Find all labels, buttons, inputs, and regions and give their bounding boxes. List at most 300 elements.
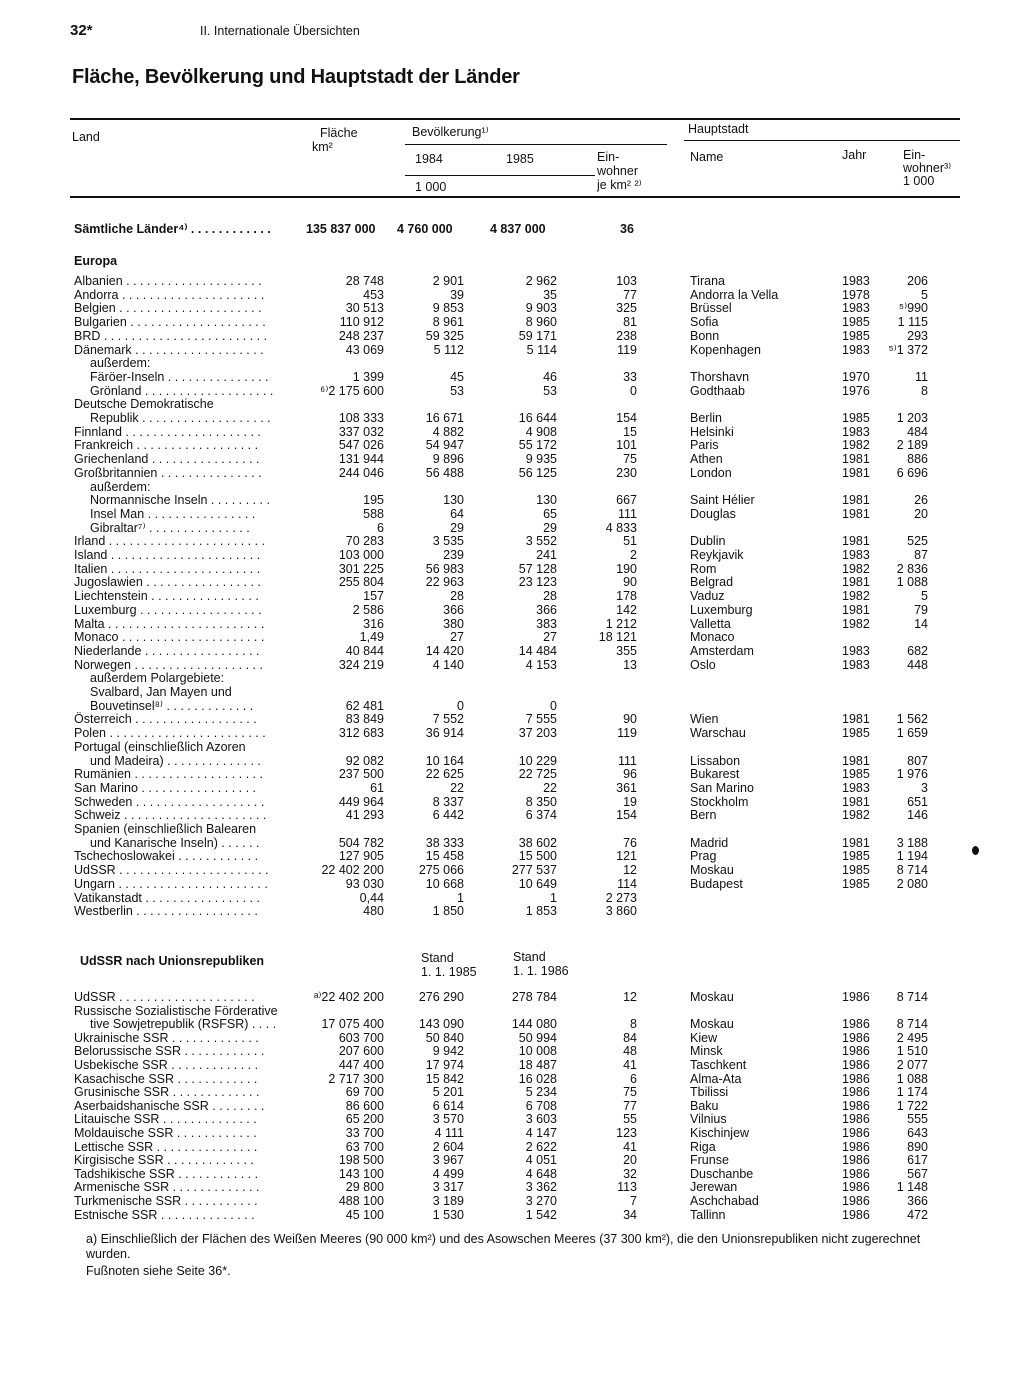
einwohner-cell: ⁵⁾1 372 (888, 342, 928, 357)
bev1-cell: 9 942 (432, 1044, 464, 1059)
hauptstadt-cell: Thorshavn (690, 369, 750, 384)
flaeche-cell: 83 849 (345, 712, 384, 727)
bev2-cell: 37 203 (518, 726, 557, 741)
total-1985: 4 837 000 (490, 222, 546, 236)
land-cell: Deutsche Demokratische (74, 397, 214, 412)
einwohner-cell: 682 (907, 643, 928, 658)
bev2-cell: 241 (536, 548, 557, 562)
flaeche-cell: 63 700 (345, 1139, 384, 1154)
hauptstadt-cell: Amsterdam (690, 643, 754, 658)
bev2-cell: 6 374 (525, 808, 557, 823)
europa-row (0, 466, 1024, 480)
flaeche-cell: 337 032 (338, 424, 384, 439)
einwohner-cell: 484 (907, 424, 928, 439)
header-bevoelkerung: Bevölkerung¹⁾ (412, 125, 489, 139)
bev1-cell: 366 (443, 602, 464, 617)
einwohner-cell: 8 (921, 383, 928, 398)
land-cell: Ungarn . . . . . . . . . . . . . . . . . . . . . . (74, 876, 268, 891)
udssr-row (0, 1085, 1024, 1099)
dichte-cell: 667 (616, 493, 637, 508)
hauptstadt-cell: Athen (690, 452, 723, 467)
europa-row (0, 685, 1024, 699)
dichte-cell: 76 (623, 835, 637, 850)
einwohner-cell: 14 (914, 616, 928, 631)
udssr-heading: UdSSR nach Unionsrepubliken (80, 954, 265, 968)
dichte-cell: 12 (623, 863, 637, 878)
land-cell: Großbritannien . . . . . . . . . . . . . . . (74, 465, 262, 480)
hauptstadt-cell: Reykjavik (690, 548, 744, 562)
flaeche-cell: 1 399 (352, 369, 384, 384)
land-cell: und Kanarische Inseln) . . . . . . (90, 835, 260, 850)
page-title: Fläche, Bevölkerung und Hauptstadt der Länder (72, 66, 520, 88)
udssr-row (0, 990, 1024, 1004)
europa-row (0, 329, 1024, 343)
bev1-cell: 56 983 (425, 561, 464, 576)
flaeche-cell: 62 481 (345, 698, 384, 713)
flaeche-cell: 61 (370, 780, 384, 795)
flaeche-cell: 447 400 (338, 1058, 384, 1072)
einwohner-cell: 555 (907, 1112, 928, 1127)
einwohner-cell: 1 510 (896, 1044, 928, 1059)
bev1-cell: 6 442 (432, 808, 464, 823)
hauptstadt-cell: Prag (690, 849, 717, 864)
jahr-cell: 1986 (842, 1017, 870, 1032)
flaeche-cell: 312 683 (338, 726, 384, 741)
europa-row (0, 356, 1024, 370)
dichte-cell: 84 (623, 1030, 637, 1045)
dichte-cell: 101 (616, 438, 637, 453)
hauptstadt-cell: Riga (690, 1139, 716, 1154)
bev2-cell: 14 484 (518, 643, 557, 658)
jahr-cell: 1982 (842, 438, 870, 453)
bev2-cell: 1 542 (525, 1207, 557, 1222)
bev1-cell: 275 066 (418, 863, 464, 878)
europa-row (0, 849, 1024, 863)
einwohner-cell: 8 714 (896, 990, 928, 1004)
jahr-cell: 1986 (842, 1112, 870, 1127)
einwohner-cell: 11 (915, 369, 928, 384)
jahr-cell: 1982 (842, 808, 870, 823)
jahr-cell: 1986 (842, 1044, 870, 1059)
dichte-cell: 355 (616, 643, 637, 658)
jahr-cell: 1986 (842, 990, 870, 1004)
flaeche-cell: 1,49 (359, 630, 384, 645)
europa-row (0, 315, 1024, 329)
bev1-cell: 22 (450, 780, 464, 795)
flaeche-cell: 237 500 (338, 767, 384, 782)
bev1-cell: 3 967 (432, 1153, 464, 1168)
hauptstadt-cell: Andorra la Vella (690, 287, 779, 302)
land-cell: Schweden . . . . . . . . . . . . . . . . . . . (74, 794, 265, 809)
top-rule (70, 118, 960, 120)
land-cell: UdSSR . . . . . . . . . . . . . . . . . . . . . . (74, 863, 269, 878)
bev1-cell: 27 (450, 630, 464, 645)
land-cell: Grönland . . . . . . . . . . . . . . . . . . . (90, 383, 274, 398)
land-cell: Bouvetinsel⁸⁾ . . . . . . . . . . . . . (90, 698, 254, 713)
udssr-row (0, 1004, 1024, 1018)
land-cell: Rumänien . . . . . . . . . . . . . . . . . . . (74, 767, 263, 782)
jahr-cell: 1986 (842, 1207, 870, 1222)
einwohner-cell: 1 148 (896, 1180, 928, 1195)
dichte-cell: 75 (623, 1085, 637, 1100)
jahr-cell: 1985 (842, 767, 870, 782)
hauptstadt-cell: Moskau (690, 1017, 734, 1032)
hauptstadt-cell: Tirana (690, 274, 725, 288)
udssr-stand-1: Stand (421, 951, 454, 965)
dichte-cell: 103 (616, 274, 637, 288)
land-cell: Färöer-Inseln . . . . . . . . . . . . . . . (90, 369, 269, 384)
jahr-cell: 1986 (842, 1153, 870, 1168)
header-ew-2: wohner³⁾ (903, 161, 952, 175)
jahr-cell: 1985 (842, 315, 870, 330)
bev2-cell: 3 603 (525, 1112, 557, 1127)
flaeche-cell: 255 804 (338, 575, 384, 590)
dichte-cell: 77 (623, 1098, 637, 1113)
dichte-cell: 178 (616, 589, 637, 604)
einwohner-cell: 472 (907, 1207, 928, 1222)
udssr-row (0, 1099, 1024, 1113)
bev1-cell: 5 201 (432, 1085, 464, 1100)
bev1-cell: 1 850 (432, 904, 464, 919)
flaeche-cell: 207 600 (338, 1044, 384, 1059)
europa-row (0, 767, 1024, 781)
land-cell: Armenische SSR . . . . . . . . . . . . . (74, 1180, 260, 1195)
jahr-cell: 1981 (842, 534, 870, 549)
jahr-cell: 1985 (842, 863, 870, 878)
bev2-cell: 2 962 (525, 274, 557, 288)
bev2-cell: 4 153 (525, 657, 557, 672)
bev2-cell: 144 080 (511, 1017, 557, 1032)
hauptstadt-cell: Kopenhagen (690, 342, 761, 357)
europa-row (0, 712, 1024, 726)
land-cell: Griechenland . . . . . . . . . . . . . . . . (74, 452, 260, 467)
einwohner-cell: 617 (907, 1153, 928, 1168)
bev1-cell: 9 896 (432, 452, 464, 467)
total-flaeche: 135 837 000 (306, 222, 376, 236)
land-cell: Frankreich . . . . . . . . . . . . . . . . . . (74, 438, 259, 453)
jahr-cell: 1976 (842, 383, 870, 398)
bev2-cell: 0 (550, 698, 557, 713)
hauptstadt-cell: Vilnius (690, 1112, 727, 1127)
europa-row (0, 836, 1024, 850)
europa-row (0, 740, 1024, 754)
jahr-cell: 1981 (842, 712, 870, 727)
land-cell: tive Sowjetrepublik (RSFSR) . . . . (90, 1017, 277, 1032)
europa-row (0, 699, 1024, 713)
jahr-cell: 1986 (842, 1058, 870, 1072)
bev2-cell: 3 270 (525, 1194, 557, 1208)
bev1-cell: 1 530 (432, 1207, 464, 1222)
dichte-cell: 111 (617, 753, 637, 768)
dichte-cell: 90 (623, 575, 637, 590)
jahr-cell: 1982 (842, 561, 870, 576)
bev2-cell: 27 (543, 630, 557, 645)
einwohner-cell: 643 (907, 1126, 928, 1140)
jahr-cell: 1985 (842, 411, 870, 425)
land-cell: Jugoslawien . . . . . . . . . . . . . . . . . (74, 575, 261, 590)
flaeche-cell: 43 069 (345, 342, 384, 357)
bev1-cell: 54 947 (425, 438, 464, 453)
bev1-cell: 15 842 (425, 1071, 464, 1086)
bev1-cell: 9 853 (432, 301, 464, 316)
bev2-cell: 366 (536, 602, 557, 617)
flaeche-cell: 108 333 (338, 411, 384, 425)
jahr-cell: 1986 (842, 1085, 870, 1100)
bev2-cell: 23 123 (518, 575, 557, 590)
einwohner-cell: 807 (907, 753, 928, 768)
flaeche-cell: 248 237 (338, 328, 384, 343)
einwohner-cell: 2 077 (896, 1058, 928, 1072)
land-cell: Spanien (einschließlich Balearen (74, 822, 257, 836)
land-cell: Aserbaidshanische SSR . . . . . . . . (74, 1098, 265, 1113)
land-cell: Moldauische SSR . . . . . . . . . . . . (74, 1126, 257, 1140)
dichte-cell: 121 (616, 849, 637, 864)
dichte-cell: 32 (623, 1166, 637, 1181)
flaeche-cell: 301 225 (338, 561, 384, 576)
hauptstadt-cell: Lissabon (690, 753, 741, 768)
hauptstadt-cell: Tbilissi (690, 1085, 729, 1100)
land-cell: Polen . . . . . . . . . . . . . . . . . . . . . . . (74, 726, 266, 741)
bev1-cell: 143 090 (418, 1017, 464, 1032)
bev1-cell: 14 420 (425, 643, 464, 658)
einwohner-cell: 2 836 (896, 561, 928, 576)
einwohner-cell: 1 115 (897, 315, 928, 330)
bev2-cell: 9 935 (525, 452, 557, 467)
bev2-cell: 22 725 (518, 767, 557, 782)
bev2-cell: 50 994 (518, 1030, 557, 1045)
bev1-cell: 53 (450, 383, 464, 398)
dichte-cell: 0 (630, 383, 637, 398)
hauptstadt-cell: Rom (690, 561, 717, 576)
land-cell: Portugal (einschließlich Azoren (74, 739, 246, 754)
bev2-cell: 57 128 (518, 561, 557, 576)
einwohner-cell: 20 (914, 506, 928, 521)
hauptstadt-cell: Paris (690, 438, 719, 453)
jahr-cell: 1983 (842, 274, 870, 288)
jahr-cell: 1982 (842, 589, 870, 604)
jahr-cell: 1986 (842, 1194, 870, 1208)
bev1-cell: 4 140 (432, 657, 464, 672)
europa-row (0, 754, 1024, 768)
dichte-cell: 75 (623, 452, 637, 467)
flaeche-cell: 0,44 (359, 890, 384, 905)
land-cell: Andorra . . . . . . . . . . . . . . . . . . . . . (74, 287, 265, 302)
land-cell: außerdem Polargebiete: (90, 671, 225, 686)
header-hauptstadt: Hauptstadt (688, 122, 749, 136)
bev2-cell: 130 (536, 493, 557, 508)
bev2-cell: 65 (543, 506, 557, 521)
total-land: Sämtliche Länder⁴⁾ . . . . . . . . . . . . (74, 222, 271, 236)
land-cell: Svalbard, Jan Mayen und (90, 685, 232, 699)
land-cell: Finnland . . . . . . . . . . . . . . . . . . . . (74, 424, 261, 439)
hauptstadt-cell: Kiew (690, 1030, 718, 1045)
flaeche-cell: 588 (363, 506, 384, 521)
einwohner-cell: 26 (914, 493, 928, 508)
bev1-cell: 2 604 (432, 1139, 464, 1154)
bev1-cell: 239 (443, 548, 464, 562)
hauptstadt-cell: Budapest (690, 876, 743, 891)
bev2-cell: 18 487 (518, 1058, 557, 1072)
jahr-cell: 1983 (842, 548, 870, 562)
dichte-cell: 41 (623, 1139, 637, 1154)
europa-row (0, 397, 1024, 411)
hauptstadt-cell: London (690, 465, 732, 480)
flaeche-cell: 198 500 (338, 1153, 384, 1168)
hauptstadt-cell: Berlin (690, 411, 722, 425)
flaeche-cell: 110 912 (339, 315, 384, 330)
europa-row (0, 877, 1024, 891)
flaeche-cell: 65 200 (345, 1112, 384, 1127)
dichte-cell: 114 (617, 876, 637, 891)
bev2-cell: 38 602 (518, 835, 557, 850)
hauptstadt-cell: Madrid (690, 835, 729, 850)
bev2-cell: 59 171 (518, 328, 557, 343)
dichte-cell: 15 (623, 424, 637, 439)
dichte-cell: 123 (616, 1126, 637, 1140)
land-cell: Ukrainische SSR . . . . . . . . . . . . . (74, 1030, 259, 1045)
hauptstadt-cell: Bonn (690, 328, 720, 343)
jahr-cell: 1982 (842, 616, 870, 631)
flaeche-cell: 29 800 (345, 1180, 384, 1195)
jahr-cell: 1981 (842, 452, 870, 467)
jahr-cell: 1983 (842, 342, 870, 357)
dichte-cell: 77 (623, 287, 637, 302)
dichte-cell: 142 (616, 602, 637, 617)
udssr-row (0, 1180, 1024, 1194)
dichte-cell: 34 (623, 1207, 637, 1222)
section-title: II. Internationale Übersichten (200, 24, 360, 38)
bev2-cell: 3 552 (525, 534, 557, 549)
bev2-cell: 53 (543, 383, 557, 398)
dichte-cell: 238 (616, 328, 637, 343)
bev2-cell: 1 853 (525, 904, 557, 919)
dichte-cell: 154 (616, 808, 637, 823)
europa-row (0, 301, 1024, 315)
europa-row (0, 808, 1024, 822)
land-cell: Liechtenstein . . . . . . . . . . . . . . . . (74, 589, 259, 604)
dichte-cell: 154 (616, 411, 637, 425)
bev2-cell: 5 234 (525, 1085, 557, 1100)
dichte-cell: 113 (617, 1180, 637, 1195)
einwohner-cell: 5 (921, 287, 928, 302)
bev2-cell: 2 622 (525, 1139, 557, 1154)
jahr-cell: 1983 (842, 643, 870, 658)
flaeche-cell: ᵃ⁾22 402 200 (313, 990, 384, 1004)
jahr-cell: 1986 (842, 1030, 870, 1045)
einwohner-cell: 651 (907, 794, 928, 809)
bev2-cell: 16 028 (518, 1071, 557, 1086)
einwohner-cell: 2 189 (896, 438, 928, 453)
europa-row (0, 425, 1024, 439)
udssr-row (0, 1072, 1024, 1086)
hauptstadt-cell: Bukarest (690, 767, 740, 782)
jahr-cell: 1981 (842, 794, 870, 809)
europa-row (0, 603, 1024, 617)
flaeche-cell: 28 748 (345, 274, 384, 288)
jahr-cell: 1983 (842, 780, 870, 795)
land-cell: Vatikanstadt . . . . . . . . . . . . . . . . . (74, 890, 260, 905)
header-1000: 1 000 (415, 180, 447, 194)
bev1-cell: 5 112 (433, 342, 464, 357)
europa-row (0, 438, 1024, 452)
jahr-cell: 1983 (842, 301, 870, 316)
hauptstadt-cell: Wien (690, 712, 719, 727)
bev1-cell: 10 164 (425, 753, 464, 768)
flaeche-cell: 324 219 (338, 657, 384, 672)
land-cell: Republik . . . . . . . . . . . . . . . . . . . (90, 411, 271, 425)
hauptstadt-cell: Taschkent (690, 1058, 747, 1072)
jahr-cell: 1986 (842, 1180, 870, 1195)
land-cell: Albanien . . . . . . . . . . . . . . . . . . . . (74, 274, 262, 288)
bev2-cell: 8 960 (525, 315, 557, 330)
einwohner-cell: 886 (907, 452, 928, 467)
header-einwohner-2: wohner (597, 164, 638, 178)
jahr-cell: 1986 (842, 1126, 870, 1140)
flaeche-cell: 547 026 (338, 438, 384, 453)
land-cell: UdSSR . . . . . . . . . . . . . . . . . . . . (74, 990, 255, 1004)
jahr-cell: 1985 (842, 876, 870, 891)
europa-row (0, 904, 1024, 918)
bev2-cell: 1 (550, 890, 557, 905)
einwohner-cell: 3 (921, 780, 928, 795)
udssr-row (0, 1017, 1024, 1031)
bev2-cell: 22 (543, 780, 557, 795)
jahr-cell: 1985 (842, 726, 870, 741)
europa-row (0, 534, 1024, 548)
bev2-cell: 29 (543, 520, 557, 535)
total-1984: 4 760 000 (397, 222, 453, 236)
dichte-cell: 361 (616, 780, 637, 795)
jahr-cell: 1986 (842, 1098, 870, 1113)
einwohner-cell: 8 714 (896, 863, 928, 878)
bev2-cell: 278 784 (511, 990, 557, 1004)
dichte-cell: 6 (630, 1071, 637, 1086)
flaeche-cell: ⁶⁾2 175 600 (320, 383, 384, 398)
europa-row (0, 521, 1024, 535)
bev2-cell: 55 172 (518, 438, 557, 453)
land-cell: Tschechoslowakei . . . . . . . . . . . . (74, 849, 259, 864)
jahr-cell: 1981 (842, 493, 870, 508)
land-cell: San Marino . . . . . . . . . . . . . . . . . (74, 780, 257, 795)
land-cell: Normannische Inseln . . . . . . . . . (90, 493, 270, 508)
dichte-cell: 51 (623, 534, 637, 549)
europa-row (0, 480, 1024, 494)
dichte-cell: 7 (630, 1194, 637, 1208)
hauptstadt-cell: Sofia (690, 315, 719, 330)
bev1-cell: 4 882 (432, 424, 464, 439)
flaeche-cell: 70 283 (345, 534, 384, 549)
jahr-cell: 1970 (842, 369, 870, 384)
bev2-cell: 4 051 (525, 1153, 557, 1168)
land-cell: Bulgarien . . . . . . . . . . . . . . . . . . . . (74, 315, 266, 330)
land-cell: Kirgisische SSR . . . . . . . . . . . . . (74, 1153, 254, 1168)
jahr-cell: 1981 (842, 602, 870, 617)
jahr-cell: 1981 (842, 506, 870, 521)
land-cell: Kasachische SSR . . . . . . . . . . . . (74, 1071, 258, 1086)
udssr-stand-2: Stand (513, 950, 546, 964)
bev2-cell: 35 (543, 287, 557, 302)
einwohner-cell: 5 (921, 589, 928, 604)
flaeche-cell: 86 600 (345, 1098, 384, 1113)
flaeche-cell: 22 402 200 (321, 863, 384, 878)
einwohner-cell: ⁵⁾990 (898, 301, 928, 316)
flaeche-cell: 453 (363, 287, 384, 302)
dichte-cell: 90 (623, 712, 637, 727)
europa-heading: Europa (74, 254, 118, 268)
jahr-cell: 1983 (842, 657, 870, 672)
europa-row (0, 891, 1024, 905)
hauptstadt-cell: San Marino (690, 780, 754, 795)
